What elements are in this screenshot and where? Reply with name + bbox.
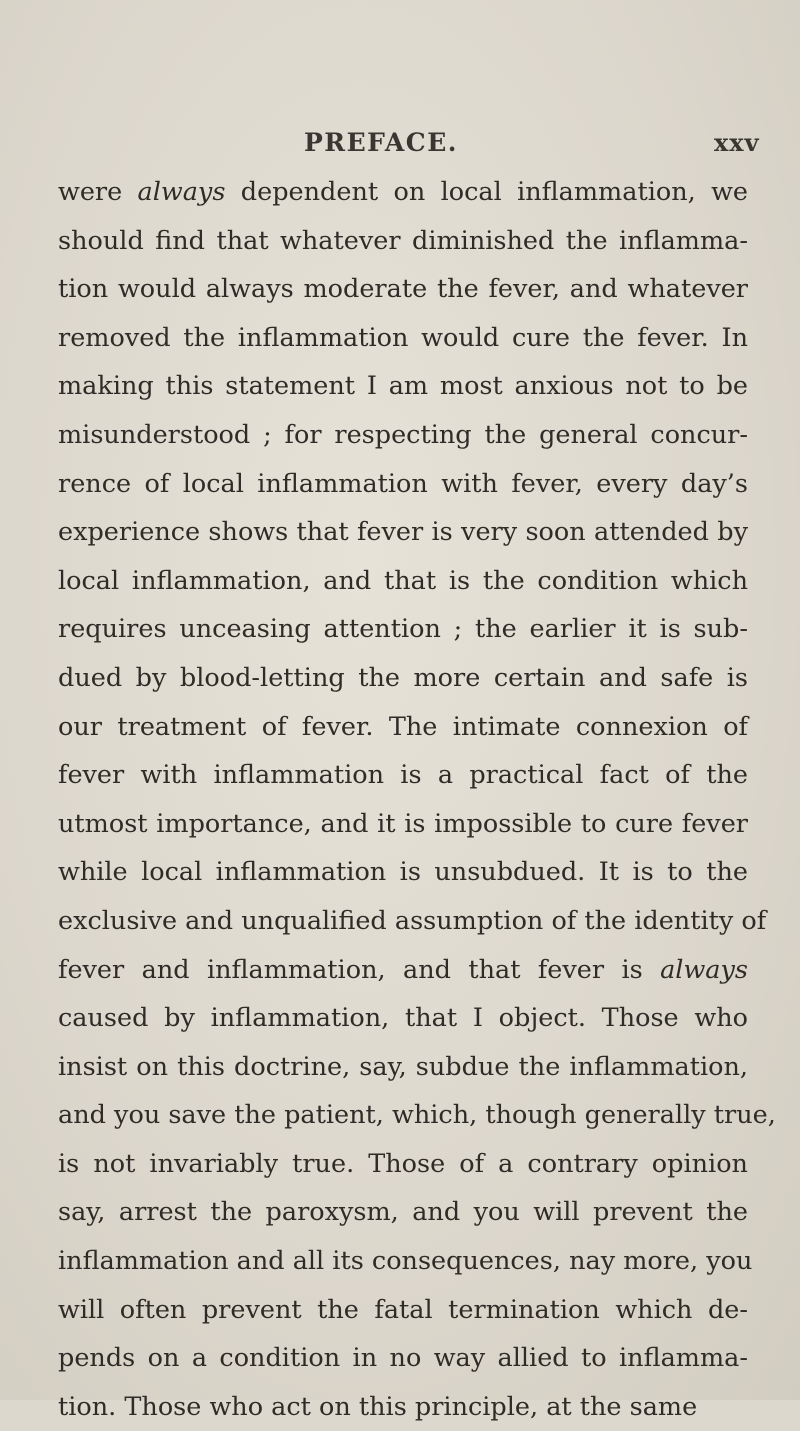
text-segment: utmost importance, and it is impossible to cure fever <box>58 808 748 839</box>
text-line <box>58 508 748 557</box>
text-segment: dued by blood-letting the more certain and safe is <box>58 662 748 693</box>
text-segment: local inflammation, and that is the condition which <box>58 565 748 596</box>
text-segment: fever with inflammation is a practical fact of the <box>58 760 748 791</box>
italic-text: always <box>137 177 226 207</box>
text-line <box>58 946 748 995</box>
text-line <box>58 362 748 411</box>
text-line <box>58 460 748 509</box>
text-line <box>58 605 748 654</box>
text-segment: our treatment of fever. The intimate connexion of <box>58 711 748 742</box>
text-segment: tion. Those who act on this principle, at the same <box>58 1391 698 1422</box>
text-line <box>58 1188 748 1237</box>
text-segment: say, arrest the paroxysm, and you will prevent the <box>58 1197 748 1228</box>
italic-text: always <box>660 954 748 985</box>
text-line <box>58 557 748 606</box>
text-segment: while local inflammation is unsubdued. It is to the <box>58 857 748 888</box>
running-head <box>0 128 800 168</box>
text-line <box>58 1237 753 1286</box>
page-number: xxv <box>714 128 760 157</box>
text-line <box>58 654 748 703</box>
text-segment: requires unceasing attention ; the earlier it is sub- <box>58 614 748 645</box>
text-segment: insist on this doctrine, say, subdue the inflammation, <box>58 1051 748 1082</box>
text-line <box>58 800 748 849</box>
text-line <box>58 848 748 897</box>
text-segment: is not invariably true. Those of a contrary opinion <box>58 1148 748 1179</box>
text-line <box>58 1334 748 1383</box>
text-line <box>58 994 748 1043</box>
text-line <box>58 703 748 752</box>
text-segment: dependent on local inflammation, we <box>225 177 748 207</box>
text-segment: fever and inflammation, and that fever is <box>58 954 661 985</box>
text-line <box>58 1091 776 1140</box>
text-segment: removed the inflammation would cure the fever. In <box>58 322 748 353</box>
text-line <box>58 751 748 800</box>
text-segment: inflammation and all its consequences, nay more, you <box>58 1246 753 1277</box>
text-segment: exclusive and unqualified assumption of the identity of <box>58 905 767 936</box>
text-segment: making this statement I am most anxious not to be <box>58 371 748 402</box>
text-segment: were <box>58 177 138 207</box>
text-line <box>58 1140 748 1189</box>
text-line <box>58 168 748 217</box>
text-line <box>58 1286 748 1335</box>
text-segment: tion would always moderate the fever, and whatever <box>58 274 748 305</box>
text-segment: experience shows that fever is very soon attended by <box>58 517 748 548</box>
text-segment: and you save the patient, which, though generally true, <box>58 1100 776 1131</box>
text-segment: rence of local inflammation with fever, every day’s <box>58 468 748 499</box>
text-segment: pends on a condition in no way allied to inflamma- <box>58 1343 748 1374</box>
text-line <box>58 1383 748 1431</box>
text-line <box>58 897 767 946</box>
text-segment: misunderstood ; for respecting the general concur- <box>58 419 748 450</box>
text-line <box>58 411 748 460</box>
body-text <box>58 168 776 1431</box>
text-segment: will often prevent the fatal termination which de- <box>58 1294 748 1325</box>
text-line <box>58 265 748 314</box>
text-line <box>58 217 748 266</box>
text-segment: caused by inflammation, that I object. Those who <box>58 1003 748 1034</box>
text-line <box>58 314 748 363</box>
running-head-title: PREFACE. <box>304 128 458 157</box>
text-segment: should find that whatever diminished the inflamma- <box>58 225 748 256</box>
text-line <box>58 1043 748 1092</box>
